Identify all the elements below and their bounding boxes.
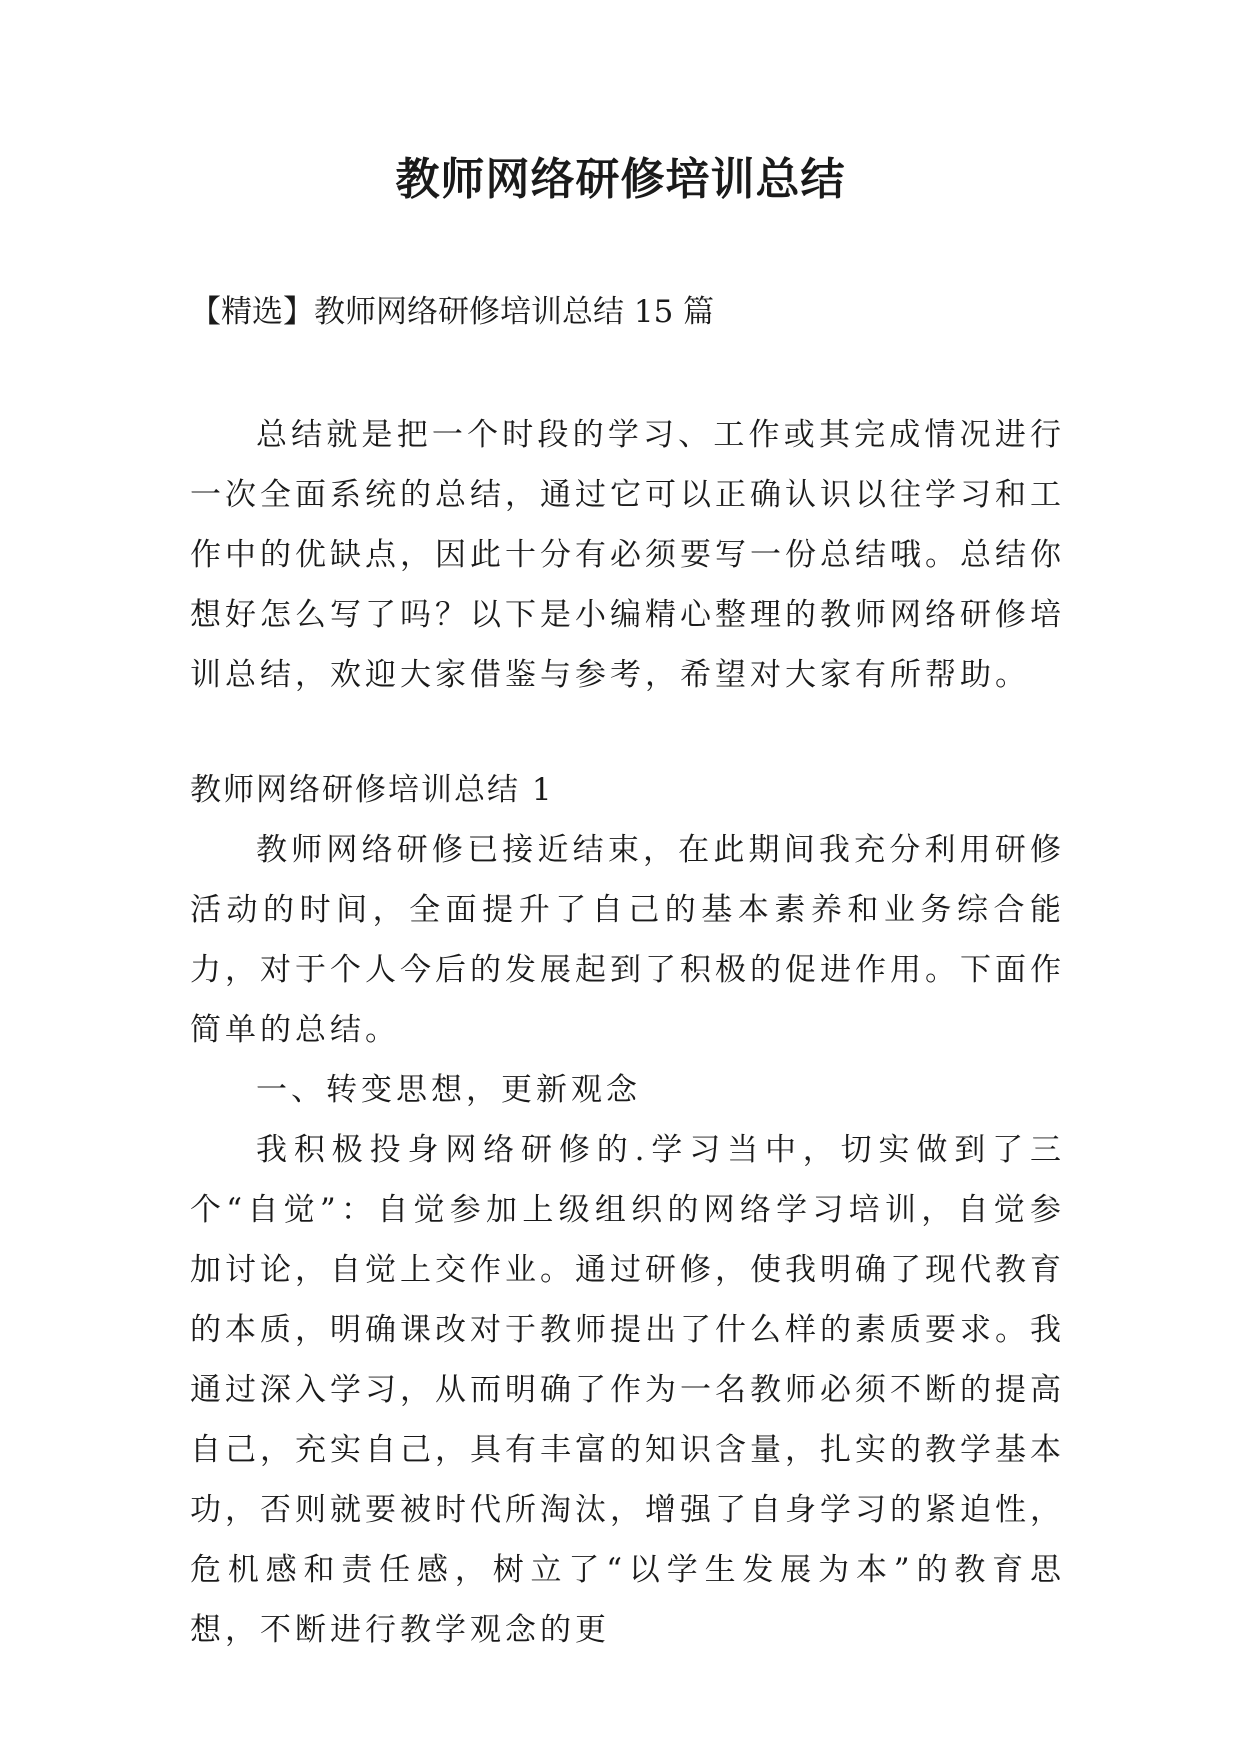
body-block xyxy=(190,820,1065,1660)
document-title: 教师网络研修培训总结 xyxy=(395,154,846,205)
body-paragraph-1: 教师网络研修已接近结束，在此期间我充分利用研修活动的时间，全面提升了自己的基本素养和业务综合能力，对于个人今后的发展起到了积极的促进作用。下面作简单的总结。 xyxy=(190,832,1065,1048)
section-heading: 教师网络研修培训总结 1 xyxy=(190,772,554,808)
body-paragraph-2: 我积极投身网络研修的.学习当中，切实做到了三个“自觉”：自觉参加上级组织的网络学习培训，自觉参加讨论，自觉上交作业。通过研修，使我明确了现代教育的本质，明确课改对于教师提出了什么样的素质要求。我通过深入学习，从而明确了作为一名教师必须不断的提高自己，充实自己，具有丰富的知识含量，扎实的教学基本功，否则就要被时代所淘汰，增强了自身学习的紧迫性，危机感和责任感，树立了“以学生发展为本”的教育思想，不断进行教学观念的更 xyxy=(190,1132,1065,1648)
intro-paragraph: 总结就是把一个时段的学习、工作或其完成情况进行一次全面系统的总结，通过它可以正确认识以往学习和工作中的优缺点，因此十分有必须要写一份总结哦。总结你想好怎么写了吗？以下是小编精心整理的教师网络研修培训总结，欢迎大家借鉴与参考，希望对大家有所帮助。 xyxy=(190,417,1065,693)
intro-block xyxy=(190,405,1065,705)
body-heading-transform: 一、转变思想，更新观念 xyxy=(256,1072,641,1108)
document-subtitle: 【精选】教师网络研修培训总结 15 篇 xyxy=(190,294,715,330)
